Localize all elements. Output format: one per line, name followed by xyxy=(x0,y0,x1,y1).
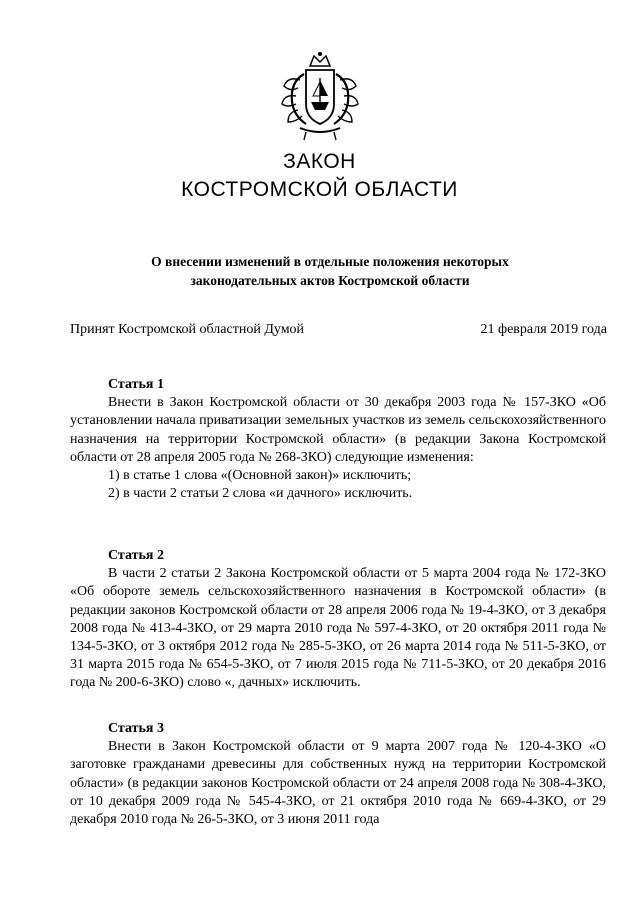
law-title-line2: КОСТРОМСКОЙ ОБЛАСТИ xyxy=(181,178,458,201)
article-item: 1) в статье 1 слова «(Основной закон)» исключить; xyxy=(108,468,412,484)
article-heading: Статья 2 xyxy=(108,548,164,563)
article-3 xyxy=(70,720,606,829)
article-2 xyxy=(70,547,606,693)
adopting-body: Принят Костромской областной Думой xyxy=(70,322,305,337)
adoption-date: 21 февраля 2019 года xyxy=(480,322,607,337)
article-text: Внести в Закон Костромской области от 30 декабря 2003 года № 157-ЗКО «Об установлении начала приватизации земельных участков из земель сельскохозяйственного назначения на территории Костромской области» (в редакции Закона Костромской области от 28 апреля 2005 года № 268-ЗКО) следующие изменения: xyxy=(70,395,606,465)
coat-of-arms-icon xyxy=(270,46,370,146)
subtitle-line2: законодательных актов Костромской области xyxy=(190,273,470,288)
article-text: Внести в Закон Костромской области от 9 марта 2007 года № 120-4-ЗКО «О заготовке гражданами древесины для собственных нужд на территории Костромской области» (в редакции законов Костромской области от 24 апреля 2008 года № 308-4-ЗКО, от 10 декабря 2009 года № 545-4-ЗКО, от 21 октября 2010 года № 669-4-ЗКО, от 29 декабря 2010 года № 26-5-ЗКО, от 3 июня 2011 года xyxy=(70,739,606,828)
article-item: 2) в части 2 статьи 2 слова «и дачного» исключить. xyxy=(108,486,413,502)
article-1 xyxy=(70,376,606,503)
article-text: В части 2 статьи 2 Закона Костромской области от 5 марта 2004 года № 172-ЗКО «Об обороте земель сельскохозяйственного назначения в Костромской области» (в редакции законов Костромской области от 28 апреля 2006 года № 19-4-ЗКО, от 3 декабря 2008 года № 413-4-ЗКО, от 29 марта 2010 года № 597-4-ЗКО, от 20 октября 2011 года № 134-5-ЗКО, от 3 октября 2012 года № 285-5-ЗКО, от 26 марта 2014 года № 511-5-ЗКО, от 31 марта 2015 года № 654-5-ЗКО, от 7 июля 2015 года № 711-5-ЗКО, от 20 декабря 2016 года № 200-6-ЗКО) слово «, дачных» исключить. xyxy=(70,566,606,691)
article-heading: Статья 3 xyxy=(108,721,164,736)
law-subtitle xyxy=(60,252,600,290)
subtitle-line1: О внесении изменений в отдельные положения некоторых xyxy=(151,254,509,269)
article-heading: Статья 1 xyxy=(108,377,164,392)
law-title-line1: ЗАКОН xyxy=(283,150,356,173)
